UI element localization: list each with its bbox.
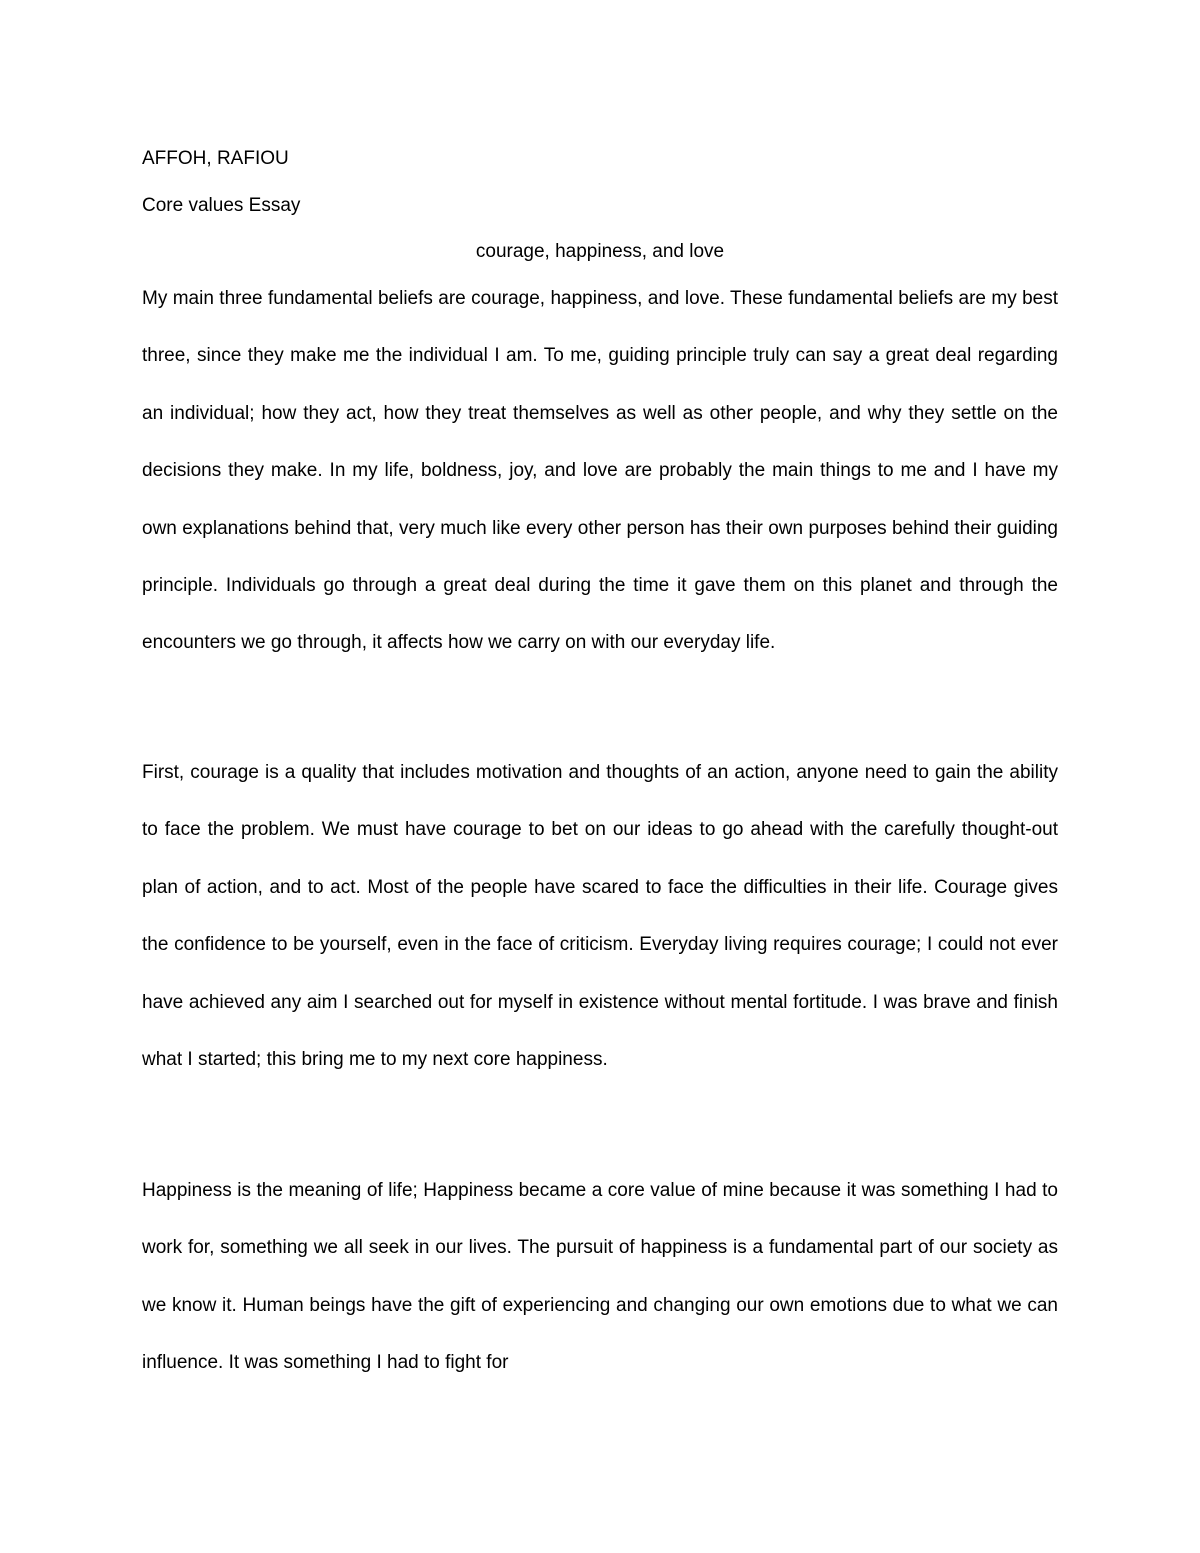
paragraph-courage: First, courage is a quality that includes motivation and thoughts of an action, anyone need to gain the ability to face the problem. We must have courage to bet on our ideas to go ahead with the carefully thought-out plan of action, and to act. Most of the people have scared to face the difficulties in their life. Courage gives the confidence to be yourself, even in the face of criticism. Everyday living requires courage; I could not ever have achieved any aim I searched out for myself in existence without mental fortitude. I was brave and finish what I started; this bring me to my next core happiness. <box>142 762 1058 1071</box>
paragraph-happiness: Happiness is the meaning of life; Happiness became a core value of mine because it was something I had to work for, something we all seek in our lives. The pursuit of happiness is a fundamental part of our society as we know it. Human beings have the gift of experiencing and changing our own emotions due to what we can influence. It was something I had to fight for <box>142 1180 1058 1374</box>
document-title: Core values Essay <box>142 195 301 216</box>
author-name: AFFOH, RAFIOU <box>142 148 289 169</box>
paragraph-courage-happiness-love-intro: My main three fundamental beliefs are courage, happiness, and love. These fundamental beliefs are my best three, since they make me the individual I am. To me, guiding principle truly can say a great deal regarding an individual; how they act, how they treat themselves as well as other people, and why they settle on the decisions they make. In my life, boldness, joy, and love are probably the main things to me and I have my own explanations behind that, very much like every other person has their own purposes behind their guiding principle. Individuals go through a great deal during the time it gave them on this planet and through the encounters we go through, it affects how we carry on with our everyday life. <box>142 288 1058 654</box>
essay-subtitle: courage, happiness, and love <box>475 241 725 262</box>
